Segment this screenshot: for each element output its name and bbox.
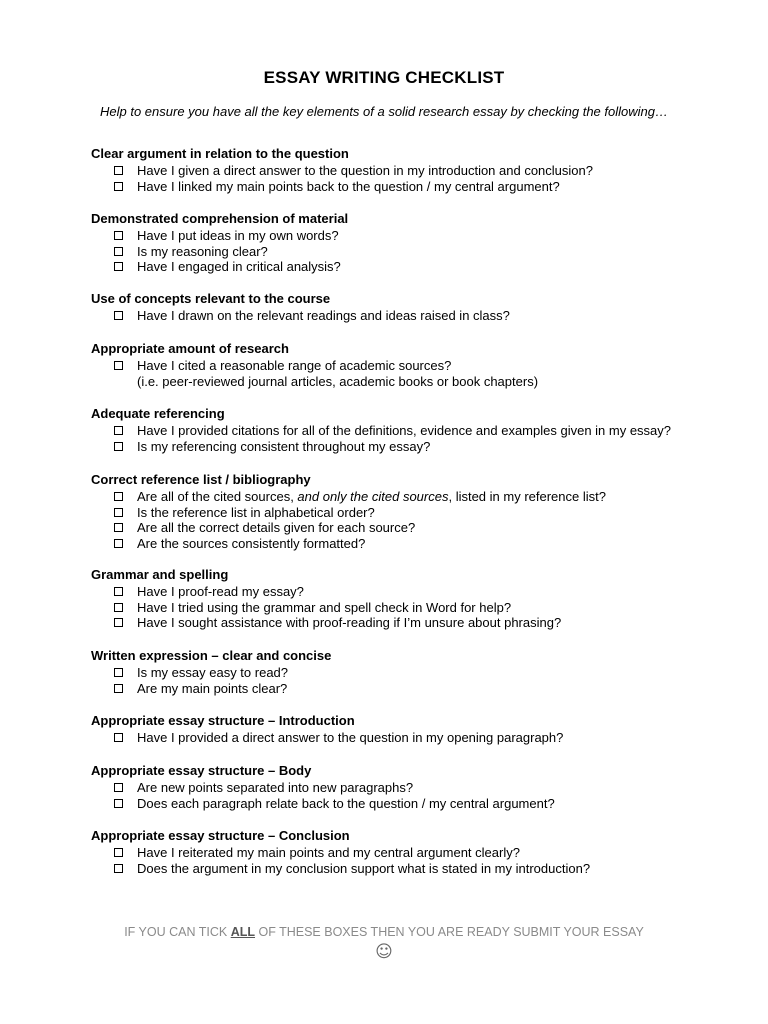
checkbox-icon[interactable] [114,799,123,808]
checkbox-icon[interactable] [114,587,123,596]
section-conclusion [91,828,731,876]
checkbox-icon[interactable] [114,523,123,532]
checklist-item[interactable]: Does each paragraph relate back to the question / my central argument? [91,796,731,812]
checklist-item[interactable]: Have I sought assistance with proof-reading if I’m unsure about phrasing? [91,615,731,631]
checkbox-icon[interactable] [114,231,123,240]
section-reference-list [91,472,731,551]
checkbox-icon[interactable] [114,668,123,677]
section-concepts [91,291,731,324]
checklist-item[interactable]: Are all the correct details given for each source? [91,520,731,536]
section-research [91,341,731,389]
checklist-item[interactable]: Is my referencing consistent throughout my essay? [91,439,731,455]
section-introduction [91,713,731,746]
checkbox-icon[interactable] [114,603,123,612]
checkbox-icon[interactable] [114,848,123,857]
checklist-item[interactable]: Are my main points clear? [91,681,731,697]
checkbox-icon[interactable] [114,684,123,693]
checkbox-icon[interactable] [114,426,123,435]
checklist-item[interactable]: Have I reiterated my main points and my central argument clearly? [91,845,731,861]
smiley-icon: ☺ [375,942,393,962]
section-body [91,763,731,811]
checkbox-icon[interactable] [114,361,123,370]
checklist-item[interactable]: Have I tried using the grammar and spell check in Word for help? [91,600,731,616]
checklist-item[interactable]: Does the argument in my conclusion support what is stated in my introduction? [91,861,731,877]
footer-note: IF YOU CAN TICK ALL OF THESE BOXES THEN YOU ARE READY SUBMIT YOUR ESSAY [124,925,644,939]
page-subtitle: Help to ensure you have all the key elements of a solid research essay by checking the following… [100,104,668,119]
section-comprehension [91,211,731,275]
checklist-item[interactable]: Have I provided citations for all of the definitions, evidence and examples given in my essay? [91,423,731,439]
section-heading: Appropriate essay structure – Body [91,763,312,778]
checkbox-icon[interactable] [114,166,123,175]
checkbox-icon[interactable] [114,733,123,742]
section-heading: Appropriate essay structure – Conclusion [91,828,350,843]
checkbox-icon[interactable] [114,492,123,501]
section-heading: Adequate referencing [91,406,225,421]
checklist-item[interactable]: Have I linked my main points back to the question / my central argument? [91,179,731,195]
section-heading: Demonstrated comprehension of material [91,211,349,226]
section-heading: Use of concepts relevant to the course [91,291,331,306]
checklist-item[interactable]: Have I provided a direct answer to the question in my opening paragraph? [91,730,731,746]
section-expression [91,648,731,696]
checkbox-icon[interactable] [114,618,123,627]
checklist-item[interactable]: Are all of the cited sources, and only the cited sources, listed in my reference list? [91,489,731,505]
checkbox-icon[interactable] [114,864,123,873]
checkbox-icon[interactable] [114,311,123,320]
section-grammar [91,567,731,631]
checkbox-icon[interactable] [114,262,123,271]
page-title: ESSAY WRITING CHECKLIST [263,68,505,87]
section-heading: Clear argument in relation to the question [91,146,349,161]
section-heading: Correct reference list / bibliography [91,472,311,487]
section-heading: Grammar and spelling [91,567,229,582]
section-heading: Written expression – clear and concise [91,648,332,663]
footer-emphasis: ALL [230,925,256,939]
section-clear-argument [91,146,731,194]
checkbox-icon[interactable] [114,182,123,191]
checklist-item[interactable]: Are new points separated into new paragraphs? [91,780,731,796]
checkbox-icon[interactable] [114,442,123,451]
checklist-item[interactable]: Is the reference list in alphabetical order? [91,505,731,521]
checklist-item[interactable]: Have I put ideas in my own words? [91,228,731,244]
checklist-item[interactable]: Have I cited a reasonable range of academic sources? (i.e. peer-reviewed journal articles, academic books or book chapters) [91,358,731,389]
section-referencing [91,406,731,454]
checklist-item[interactable]: Have I given a direct answer to the question in my introduction and conclusion? [91,163,731,179]
section-heading: Appropriate amount of research [91,341,289,356]
checkbox-icon[interactable] [114,539,123,548]
checklist-item[interactable]: Are the sources consistently formatted? [91,536,731,552]
section-heading: Appropriate essay structure – Introduction [91,713,355,728]
checklist-item[interactable]: Have I drawn on the relevant readings and ideas raised in class? [91,308,731,324]
checklist-item[interactable]: Is my reasoning clear? [91,244,731,260]
checkbox-icon[interactable] [114,247,123,256]
checklist-item[interactable]: Is my essay easy to read? [91,665,731,681]
checkbox-icon[interactable] [114,783,123,792]
checklist-item[interactable]: Have I proof-read my essay? [91,584,731,600]
item-note: (i.e. peer-reviewed journal articles, academic books or book chapters) [137,373,539,389]
checklist-item[interactable]: Have I engaged in critical analysis? [91,259,731,275]
checkbox-icon[interactable] [114,508,123,517]
